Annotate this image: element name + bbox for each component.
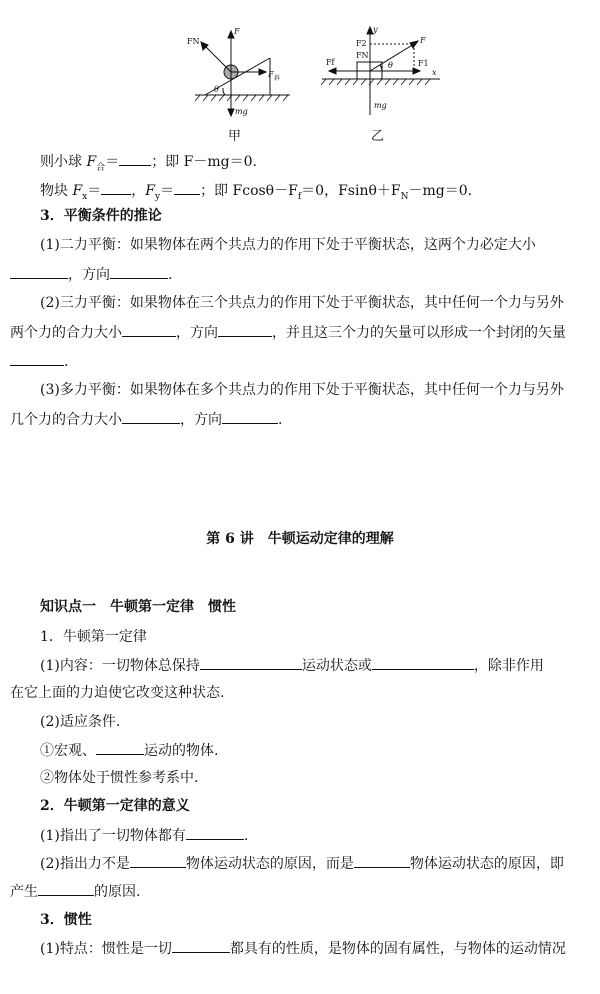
heading-newton-first: 1．牛顿第一定律: [40, 629, 147, 645]
blank: [200, 655, 302, 670]
para-2c: .: [10, 351, 68, 372]
label-ff-b: Ff: [326, 58, 335, 67]
ball-equation: 则小球 $F_合=$ ；即 F－mg＝0.: [40, 151, 257, 178]
caption-left: 甲: [228, 129, 242, 144]
heading-inertia: 3．惯性: [40, 912, 92, 928]
label-y-b: y: [373, 25, 378, 34]
content-3: (2)适应条件.: [40, 714, 121, 730]
para-1a: (1)二力平衡：如果物体在两个共点力的作用下处于平衡状态，这两个力必定大小: [40, 237, 536, 253]
content-5: ②物体处于惯性参考系中.: [40, 770, 199, 786]
content-1: (1)内容：一切物体总保持 运动状态或 ，除非作用: [40, 655, 544, 676]
content-4: ①宏观、 运动的物体.: [40, 740, 218, 761]
para-3b: 几个力的合力大小 ，方向 .: [10, 409, 282, 430]
heading-significance: 2．牛顿第一定律的意义: [40, 798, 190, 814]
figure-a: [195, 31, 290, 116]
para-2a: (2)三力平衡：如果物体在三个共点力的作用下处于平衡状态，其中任何一个力与另外: [40, 295, 564, 311]
inertia-1: (1)特点：惯性是一切 都具有的性质，是物体的固有属性，与物体的运动情况: [40, 938, 566, 959]
section-title: 第 6 讲 牛顿运动定律的理解: [206, 531, 394, 547]
blank: [122, 322, 176, 337]
blank: [354, 853, 410, 868]
blank: [222, 409, 278, 424]
sig-2: (2)指出力不是 物体运动状态的原因，而是 物体运动状态的原因，即: [40, 853, 564, 874]
blank: [122, 409, 180, 424]
blank: [10, 351, 64, 366]
sig-1: (1)指出了一切物体都有 .: [40, 825, 248, 846]
para-2b: 两个力的合力大小 ，方向 ，并且这三个力的矢量可以形成一个封闭的矢量: [10, 322, 566, 343]
blank: [110, 264, 168, 279]
label-fright-a: F: [268, 70, 274, 79]
blank: [218, 322, 272, 337]
label-f-a: F: [234, 27, 240, 36]
sig-3: 产生 的原因.: [10, 881, 140, 902]
blank: [101, 180, 131, 195]
block-equation: 物块 $F_x=$ ，$F_y=$ ；即 $Fcos\theta-F_f=0$，$Fsin\theta+F_N-mg=0$.: [40, 180, 472, 207]
label-theta-a: θ: [214, 85, 219, 94]
label-mg-a: mg: [235, 107, 248, 116]
para-3a: (3)多力平衡：如果物体在多个共点力的作用下处于平衡状态，其中任何一个力与另外: [40, 382, 564, 398]
label-f-b: F: [420, 36, 426, 45]
blank: [186, 825, 244, 840]
heading-3: 3．平衡条件的推论: [40, 208, 162, 224]
blank: [119, 151, 151, 166]
label-fn-b: FN: [356, 51, 369, 60]
label-mg-b: mg: [374, 101, 387, 110]
label-sub-right-a: 斜: [274, 75, 281, 82]
knowledge-point-1: 知识点一 牛顿第一定律 惯性: [40, 599, 236, 615]
blank: [96, 740, 144, 755]
label-f2-b: F2: [356, 39, 367, 48]
label-fn-a: FN: [187, 37, 200, 46]
caption-right: 乙: [371, 129, 385, 144]
blank: [130, 853, 186, 868]
blank: [172, 938, 230, 953]
para-1b: ，方向 .: [10, 264, 172, 285]
content-2: 在它上面的力迫使它改变这种状态.: [10, 685, 225, 701]
blank: [38, 881, 94, 896]
blank: [372, 655, 474, 670]
force-diagrams: [0, 0, 600, 145]
blank: [10, 264, 68, 279]
label-x-b: x: [432, 68, 437, 77]
blank: [174, 180, 200, 195]
label-f1-b: F1: [418, 59, 429, 68]
label-theta-b: θ: [388, 61, 393, 70]
